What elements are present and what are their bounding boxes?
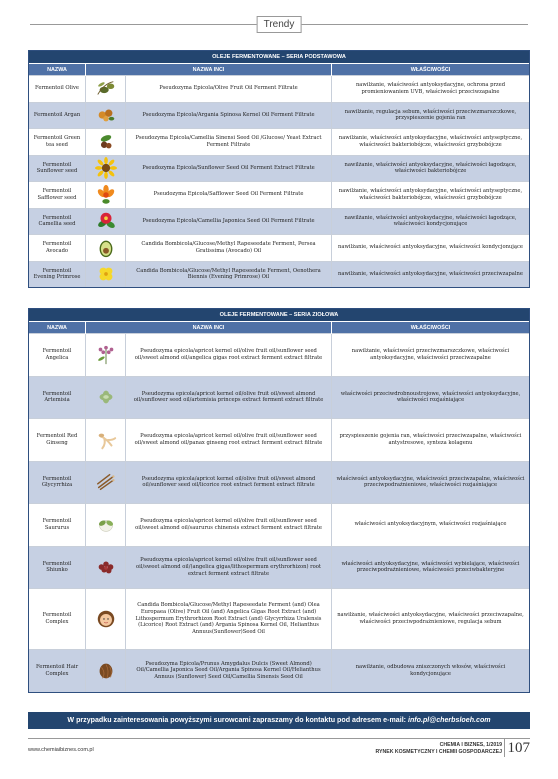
table-row bbox=[29, 75, 529, 102]
product-name-text: Fermentoil Camellia seed bbox=[38, 214, 76, 228]
properties-text: właściwości antyoksydacyjnym, właściwości rozjaśniające bbox=[354, 521, 507, 528]
product-name bbox=[29, 103, 86, 129]
inci-name-text: Pseudozyma epicola/apricot kernel oil/olive fruit oil/sunflower seed oil/sweet almond oil/angelica gigas root extract ferment extract filtrate bbox=[134, 348, 323, 361]
table-row bbox=[29, 102, 529, 129]
properties bbox=[332, 262, 529, 288]
product-name-text: Fermentoil Green tea seed bbox=[33, 135, 81, 148]
inci-name-text: Pseudozyma Epicola/Safflower Seed Oil Ferment Filtrate bbox=[153, 191, 304, 198]
inci-name-text: Pseudozyma epicola/apricot kernel oil/olive fruit oil/sunflower seed oil/sweet almond oil/(angelica gigas/lithospermum erythrorhizon) root extract ferment extract filtrate bbox=[136, 557, 321, 577]
green-tea-icon bbox=[95, 131, 117, 153]
properties-text: właściwości antyoksydacyjne, właściwości wybielające, właściwości przeciwpodrażnieniowe, właściwości przeciwbakteryjne bbox=[341, 560, 520, 574]
properties-text: nawilżanie, właściwości antyoksydacyjne, właściwości kondycjonujące bbox=[338, 244, 523, 251]
primrose-icon bbox=[95, 263, 117, 285]
properties bbox=[332, 334, 529, 376]
magazine-subtitle: RYNEK KOSMETYCZNY I CHEMII GOSPODARCZEJ bbox=[375, 748, 502, 755]
contact-text: W przypadku zainteresowania powyższymi surowcami zapraszamy do kontaktu pod adresem e-mail: bbox=[67, 716, 408, 724]
properties-text: nawilżanie, właściwości antyoksydacyjne, właściwości przeciwzapalne, właściwości przeciwpodrażnieniowe, regulacja sebum bbox=[337, 612, 524, 625]
product-name bbox=[29, 504, 86, 546]
product-name bbox=[29, 209, 86, 235]
product-name-text: Fermentoil Evening Primrose bbox=[33, 267, 81, 281]
product-image bbox=[86, 76, 126, 102]
product-name bbox=[29, 589, 86, 649]
face-complex-icon bbox=[95, 608, 117, 630]
product-image bbox=[86, 156, 126, 182]
argan-icon bbox=[95, 104, 117, 126]
inci-name bbox=[126, 182, 332, 208]
product-name bbox=[29, 76, 86, 102]
inci-name-text: Pseudozyma epicola/apricot kernel oil/olive fruit oil/sunflower seed oil/sweet almond oil/panax ginseng root extract ferment extract filtrate bbox=[134, 433, 323, 446]
inci-name bbox=[126, 334, 332, 376]
inci-name bbox=[126, 504, 332, 546]
properties-text: właściwości antyoksydacyjne, właściwości przeciwzapalne, właściwości przeciwpodrażnieniowe, właściwości rozjaśniające bbox=[336, 475, 525, 489]
properties bbox=[332, 462, 529, 504]
inci-name-text: Pseudozyma epicola/apricot kernel oil/olive fruit oil/sweet almond oil/sunflower seed oil/artemisia princeps extract ferment extract filtrate bbox=[133, 390, 324, 404]
product-name bbox=[29, 182, 86, 208]
inci-name bbox=[126, 103, 332, 129]
product-name-text: Fermentoil Avocado bbox=[42, 241, 72, 254]
table-header bbox=[29, 321, 529, 333]
properties bbox=[332, 129, 529, 155]
licorice-icon bbox=[95, 471, 117, 493]
inci-name bbox=[126, 129, 332, 155]
table-row bbox=[29, 155, 529, 182]
section-tag: Trendy bbox=[257, 16, 302, 33]
inci-name bbox=[126, 235, 332, 261]
table-title: OLEJE FERMENTOWANE – SERIA PODSTAWOWA bbox=[29, 51, 529, 63]
contact-banner bbox=[28, 712, 530, 729]
product-name-text: Fermentoil Saururus bbox=[42, 518, 72, 531]
product-name bbox=[29, 235, 86, 261]
camellia-icon bbox=[95, 210, 117, 232]
properties-text: nawilżanie, właściwości przeciwzmarszczkowe, właściwości antyoksydacyjne, właściwości przeciwzapalne bbox=[351, 348, 510, 361]
properties-text: nawilżanie, odbudowa zniszczonych włosów, właściwości kondycjonujące bbox=[355, 664, 506, 677]
product-image bbox=[86, 182, 126, 208]
inci-name-text: Pseudozyma Epicola/Camellia Sinensi Seed Oil /Glucose/ Yeast Extract Ferment Filtrate bbox=[135, 135, 322, 148]
properties-text: nawilżanie, regulacja sebum, właściwości przeciwzmarszczkowe, przyspieszenie gojenia ran bbox=[344, 108, 517, 122]
product-name-text: Fermentoil Safflower seed bbox=[37, 188, 77, 201]
table-row bbox=[29, 418, 529, 461]
product-name-text: Fermentoil Artemisia bbox=[42, 390, 72, 404]
properties-text: przyspieszenie gojenia ran, właściwości przeciwzapalne, właściwości antystresowe, synteza kolagenu bbox=[339, 433, 522, 446]
properties bbox=[332, 156, 529, 182]
properties bbox=[332, 209, 529, 235]
product-name-text: Fermentoil Hair Complex bbox=[35, 664, 79, 677]
properties-text: właściwości przeciwdrobnoustrojowe, właściwości antyoksydacyjne, właściwości rozjaśniające bbox=[340, 390, 521, 404]
inci-name-text: Candida Bombicola/Glucose/Methyl Rapeseedate Ferment (and) Olea Europaea (Olive) Fruit Oil (and) Angelica Gigas Root Extract (and) Lithospermum Erythrorhizon Root Extract (and) Glycyrrhiza Uralensis (Licorice) Root Extract (and) Argania Spinosa Kernel Oil, Helianthus Annuus(Sunflower)Seed Oil bbox=[135, 602, 322, 636]
saururus-icon bbox=[95, 514, 117, 536]
header-properties: WŁAŚCIWOŚCI bbox=[410, 324, 451, 331]
header-name: NAZWA bbox=[29, 64, 86, 76]
product-name-text: Fermentoil Argan bbox=[33, 111, 81, 118]
table-row bbox=[29, 546, 529, 589]
table-row bbox=[29, 261, 529, 288]
table-row bbox=[29, 649, 529, 692]
angelica-icon bbox=[95, 344, 117, 366]
product-image bbox=[86, 419, 126, 461]
product-image bbox=[86, 129, 126, 155]
table-row bbox=[29, 461, 529, 504]
product-image bbox=[86, 209, 126, 235]
properties bbox=[332, 419, 529, 461]
inci-name-text: Pseudozyma Epicola/Sunflower Seed Oil Ferment Extract Filtrate bbox=[142, 164, 315, 171]
product-name bbox=[29, 419, 86, 461]
inci-name-text: Pseudozyma Epicola/Argania Spinosa Kernel Oil Ferment Filtrate bbox=[142, 111, 315, 118]
table-basic-series bbox=[28, 50, 530, 288]
inci-name bbox=[126, 209, 332, 235]
product-name bbox=[29, 156, 86, 182]
inci-name bbox=[126, 547, 332, 589]
table-row bbox=[29, 376, 529, 419]
product-name-text: Fermentoil Complex bbox=[42, 612, 72, 625]
product-image bbox=[86, 103, 126, 129]
inci-name-text: Candida Bombicola/Glucose/Methyl Rapeseedate Ferment, Persea Gratissima (Avocado) Oil bbox=[141, 241, 316, 254]
properties bbox=[332, 103, 529, 129]
product-image bbox=[86, 650, 126, 692]
safflower-icon bbox=[95, 184, 117, 206]
properties-text: nawilżanie, właściwości antyoksydacyjne, ochrona przed promieniowaniem UVB, właściwości przeciwzapalne bbox=[355, 82, 506, 95]
table-row bbox=[29, 503, 529, 546]
properties bbox=[332, 182, 529, 208]
page-footer bbox=[28, 738, 530, 758]
header-properties: WŁAŚCIWOŚCI bbox=[410, 66, 451, 73]
product-name-text: Fermentoil Olive bbox=[35, 85, 79, 92]
magazine-info bbox=[375, 742, 502, 755]
properties-text: nawilżanie, właściwości antyoksydacyjne, właściwości antyseptyczne, właściwości bakteriobójcze, właściwości grzybobójcze bbox=[338, 188, 523, 201]
properties-text: nawilżanie, właściwości antyoksydacyjne, właściwości łagodzące, właściwości bakteriobójcze bbox=[344, 161, 517, 175]
inci-name bbox=[126, 76, 332, 102]
properties bbox=[332, 547, 529, 589]
product-image bbox=[86, 547, 126, 589]
avocado-icon bbox=[95, 237, 117, 259]
table-row bbox=[29, 333, 529, 376]
inci-name bbox=[126, 377, 332, 419]
product-image bbox=[86, 262, 126, 288]
inci-name-text: Pseudozyma epicola/apricot kernel oil/olive fruit oil/sweet almond oil/sunflower seed oil/licorice root extract ferment extract filtrate bbox=[141, 475, 316, 489]
properties bbox=[332, 76, 529, 102]
product-name-text: Fermentoil Red Ginseng bbox=[36, 433, 78, 446]
inci-name bbox=[126, 650, 332, 692]
inci-name bbox=[126, 462, 332, 504]
table-row bbox=[29, 588, 529, 649]
header-inci: NAZWA INCI bbox=[86, 322, 332, 334]
product-name bbox=[29, 547, 86, 589]
properties-text: nawilżanie, właściwości antyoksydacyjne, właściwości antyseptyczne, właściwości bakteriobójcze, właściwości grzybobójcze bbox=[338, 135, 523, 148]
inci-name bbox=[126, 156, 332, 182]
product-image bbox=[86, 334, 126, 376]
product-name-text: Fermentoil Shiunko bbox=[42, 560, 72, 574]
magazine-issue: CHEMIA I BIZNES, 1/2019 bbox=[439, 742, 502, 748]
inci-name-text: Pseudozyma epicola/apricot kernel oil/olive fruit oil/sunflower seed oil/sweet almond oil/saururus chinensis extract ferment extract filtrate bbox=[135, 518, 322, 531]
properties bbox=[332, 650, 529, 692]
table-row bbox=[29, 234, 529, 261]
inci-name-text: Candida Bombicola/Glucose/Methyl Rapeseedate Ferment, Oenothera Biennis (Evening Primrose) Oil bbox=[136, 267, 321, 281]
section-header bbox=[30, 14, 528, 34]
product-image bbox=[86, 504, 126, 546]
properties bbox=[332, 504, 529, 546]
inci-name bbox=[126, 589, 332, 649]
product-name bbox=[29, 462, 86, 504]
inci-name-text: Pseudozyma Epicola/Prunus Amygdalus Dulcis (Sweet Almond) Oil/Camellia Japonica Seed Oil/Argania Spinosa Kernel Oil/Helianthus Annuus (Sunflower) Seed Oil/Camellia Sinensis Seed Oil bbox=[136, 660, 321, 681]
inci-name bbox=[126, 262, 332, 288]
header-name: NAZWA bbox=[29, 322, 86, 334]
artemisia-icon bbox=[95, 386, 117, 408]
table-row bbox=[29, 208, 529, 235]
properties-text: nawilżanie, właściwości antyoksydacyjne, właściwości przeciwzapalne bbox=[338, 270, 523, 277]
product-name bbox=[29, 129, 86, 155]
product-name bbox=[29, 650, 86, 692]
table-title: OLEJE FERMENTOWANE – SERIA ZIOŁOWA bbox=[29, 309, 529, 321]
ginseng-icon bbox=[95, 429, 117, 451]
product-image bbox=[86, 235, 126, 261]
olive-icon bbox=[95, 78, 117, 100]
properties bbox=[332, 235, 529, 261]
product-image bbox=[86, 462, 126, 504]
contact-email[interactable]: info.pl@cherbsloeh.com bbox=[408, 716, 491, 724]
inci-name-text: Pseudozyma Epicola/Camellia Japonica Seed Oil Ferment Filtrate bbox=[142, 217, 315, 224]
sunflower-icon bbox=[95, 157, 117, 179]
inci-name bbox=[126, 419, 332, 461]
properties bbox=[332, 589, 529, 649]
product-name-text: Fermentoil Angelica bbox=[42, 348, 72, 361]
product-image bbox=[86, 377, 126, 419]
table-herbal-series bbox=[28, 308, 530, 693]
header-inci: NAZWA INCI bbox=[86, 64, 332, 76]
hair-icon bbox=[95, 660, 117, 682]
product-name bbox=[29, 334, 86, 376]
properties bbox=[332, 377, 529, 419]
shiunko-icon bbox=[95, 556, 117, 578]
table-header bbox=[29, 63, 529, 75]
website-link[interactable]: www.chemiaibiznes.com.pl bbox=[28, 747, 94, 753]
product-name-text: Fermentoil Sunflower seed bbox=[36, 161, 78, 175]
product-name bbox=[29, 262, 86, 288]
page-number: 107 bbox=[504, 739, 531, 757]
product-image bbox=[86, 589, 126, 649]
properties-text: nawilżanie, właściwości antyoksydacyjne, właściwości łagodzące, właściwości kondycjonujące bbox=[344, 214, 517, 228]
table-row bbox=[29, 181, 529, 208]
table-row bbox=[29, 128, 529, 155]
product-name-text: Fermentoil Glycyrrhiza bbox=[41, 475, 73, 489]
inci-name-text: Pseudozyma Epicola/Olive Fruit Oil Ferment Filtrate bbox=[159, 85, 298, 92]
product-name bbox=[29, 377, 86, 419]
